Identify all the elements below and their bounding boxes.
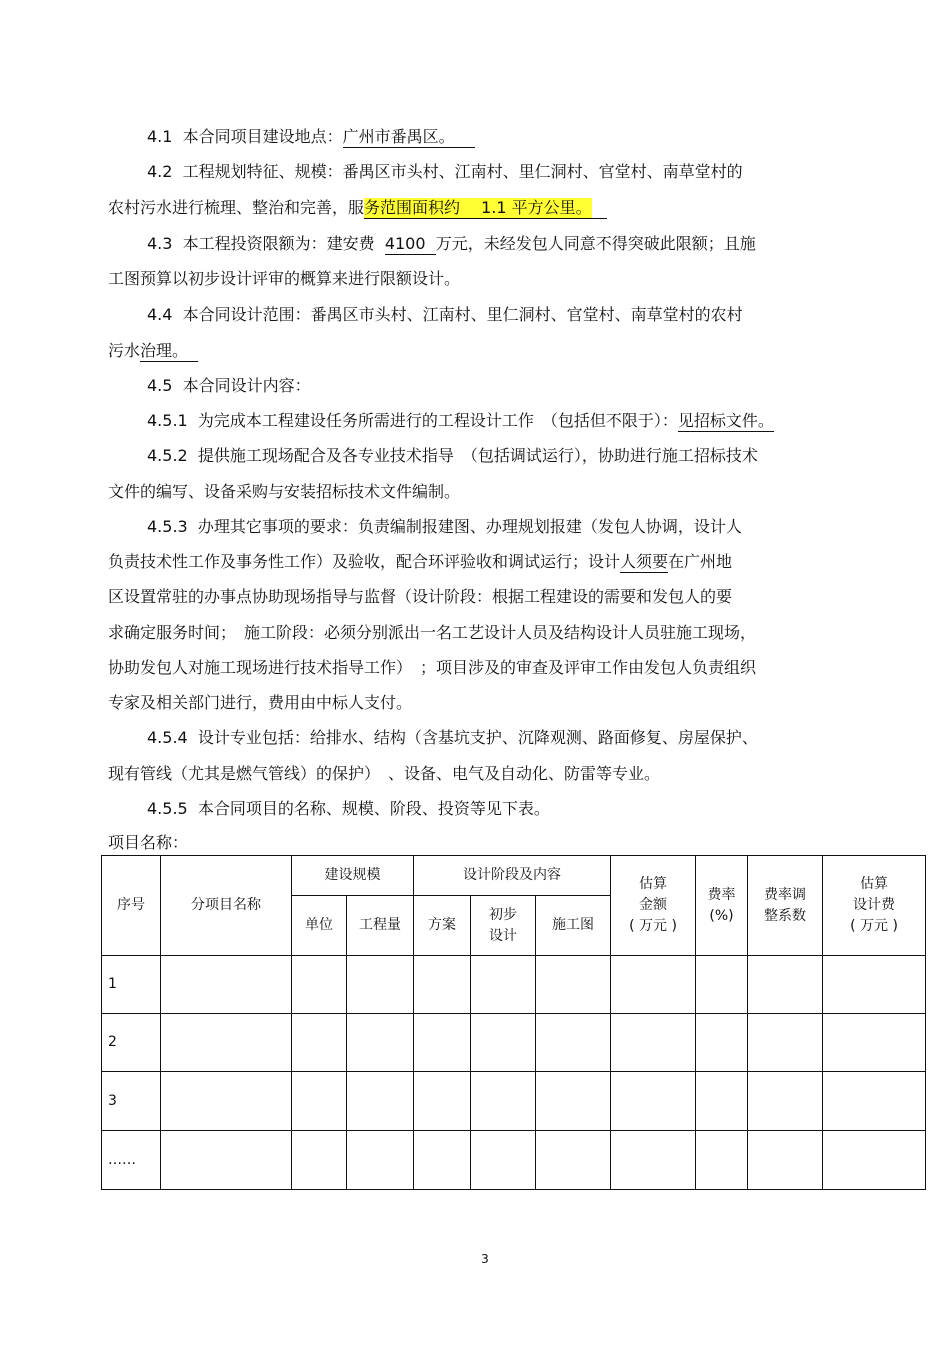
project-name-label: 项目名称： (108, 833, 189, 852)
highlighted-area-text: 务范围面积约 1.1 平方公里。 (364, 198, 592, 217)
investment-amount: 4100 (384, 234, 426, 253)
header-estimate-amount: 估算 金额 ( 万元 ) (611, 856, 696, 956)
header-seq: 序号 (102, 856, 161, 956)
header-subproject-name: 分项目名称 (161, 856, 292, 956)
header-preliminary-design: 初步 设计 (471, 896, 536, 956)
clause-4-5-3-line4: 求确定服务时间； 施工阶段：必须分别派出一名工艺设计人员及结构设计人员驻施工现场， (108, 623, 757, 642)
page-number: 3 (481, 1252, 489, 1266)
header-quantity: 工程量 (347, 896, 414, 956)
table-row: 1 (102, 956, 926, 1014)
clause-4-5-2-line1: 4.5.2 提供施工现场配合及各专业技术指导 （包括调试运行），协助进行施工招标技术 (147, 446, 758, 465)
table-row: 2 (102, 1014, 926, 1072)
clause-4-4-line2: 污水治理。 (108, 340, 198, 362)
header-rate-coefficient: 费率调 整系数 (748, 856, 823, 956)
clause-4-1: 4.1 本合同项目建设地点：广州市番禺区。 (147, 126, 475, 148)
clause-4-5-1: 4.5.1 为完成本工程建设任务所需进行的工程设计工作 （包括但不限于）：见招标文件。 (147, 411, 774, 430)
header-design-stage: 设计阶段及内容 (414, 856, 611, 896)
clause-4-5-3-line5: 协助发包人对施工现场进行技术指导工作） ；项目涉及的审查及评审工作由发包人负责组织 (108, 658, 757, 677)
table-row: …… (102, 1131, 926, 1190)
clause-4-3-line1: 4.3 本工程投资限额为：建安费 4100 万元，未经发包人同意不得突破此限额；且施 (147, 234, 756, 253)
header-unit: 单位 (292, 896, 347, 956)
clause-4-5-3-line2: 负责技术性工作及事务性工作）及验收，配合环评验收和调试运行；设计人须要在广州地 (108, 552, 733, 571)
clause-4-5-4-line1: 4.5.4 设计专业包括：给排水、结构（含基坑支护、沉降观测、路面修复、房屋保护、 (147, 728, 758, 747)
location-value: 广州市番禺区。 (342, 127, 455, 146)
clause-4-4-line1: 4.4 本合同设计范围：番禺区市头村、江南村、里仁洞村、官堂村、南草堂村的农村 (147, 305, 743, 324)
clause-4-5-3-line1: 4.5.3 办理其它事项的要求：负责编制报建图、办理规划报建（发包人协调，设计人 (147, 517, 742, 536)
clause-4-5-5: 4.5.5 本合同项目的名称、规模、阶段、投资等见下表。 (147, 799, 550, 818)
clause-4-5-3-line6: 专家及相关部门进行，费用由中标人支付。 (108, 693, 413, 712)
header-rate: 费率 (%) (696, 856, 748, 956)
header-construction-drawing: 施工图 (536, 896, 611, 956)
header-estimated-design-fee: 估算 设计费 ( 万元 ) (823, 856, 926, 956)
table-row: 3 (102, 1072, 926, 1131)
header-construction-scale: 建设规模 (292, 856, 414, 896)
clause-4-2-line2: 农村污水进行梳理、整治和完善，服务范围面积约 1.1 平方公里。 (108, 197, 607, 219)
clause-4-5-2-line2: 文件的编写、设备采购与安装招标技术文件编制。 (108, 482, 461, 501)
clause-4-5: 4.5 本合同设计内容： (147, 376, 311, 395)
header-scheme: 方案 (414, 896, 471, 956)
clause-4-3-line2: 工图预算以初步设计评审的概算来进行限额设计。 (108, 269, 461, 288)
project-table (101, 855, 926, 1190)
clause-4-5-4-line2: 现有管线（尤其是燃气管线）的保护） 、设备、电气及自动化、防雷等专业。 (108, 764, 661, 783)
clause-4-2-line1: 4.2 工程规划特征、规模：番禺区市头村、江南村、里仁洞村、官堂村、南草堂村的 (147, 162, 743, 181)
clause-4-5-3-line3: 区设置常驻的办事点协助现场指导与监督（设计阶段：根据工程建设的需要和发包人的要 (108, 587, 733, 606)
